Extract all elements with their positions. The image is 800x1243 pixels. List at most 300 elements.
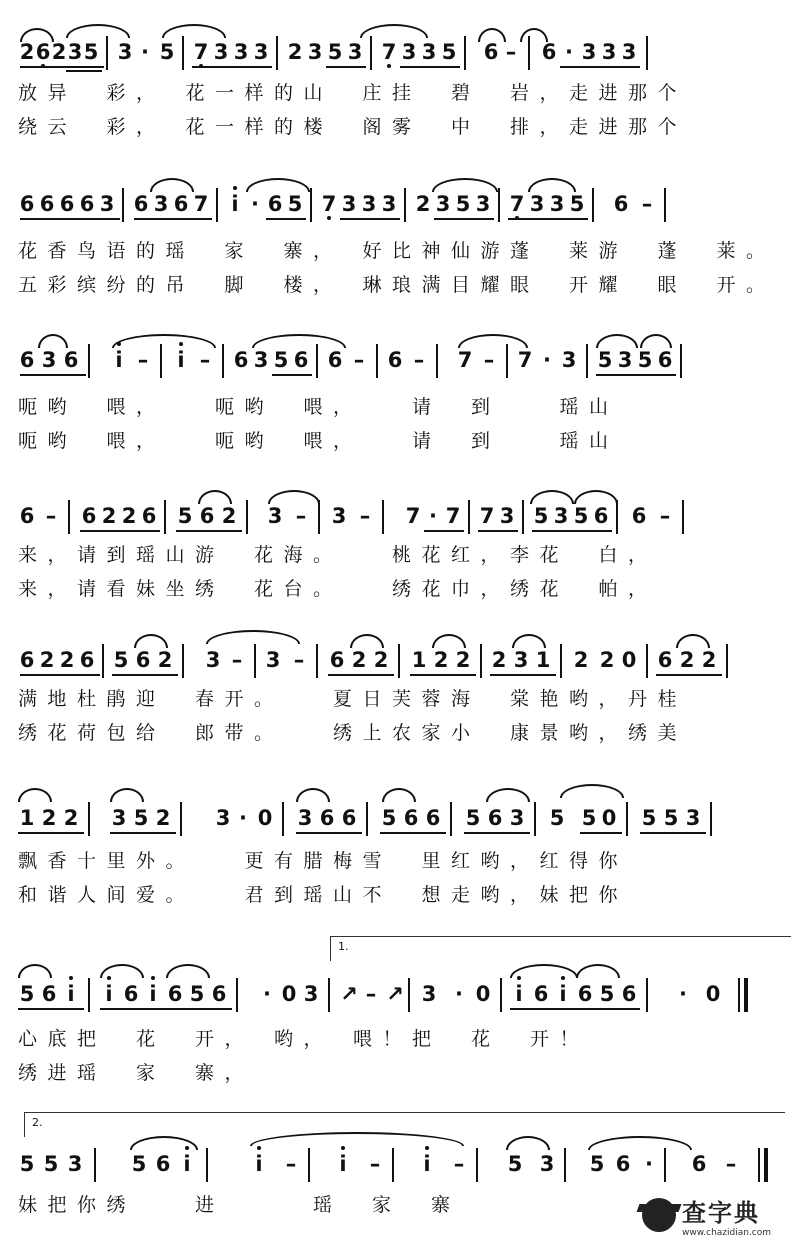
note: 1 bbox=[411, 648, 427, 672]
note: 6 bbox=[141, 504, 157, 528]
lyric-verse-2: 和谐人间爱。 君到瑶山不 想走哟，妹把你 bbox=[18, 884, 629, 906]
barline bbox=[534, 802, 536, 836]
underline-beam bbox=[510, 1008, 640, 1010]
note: 0 bbox=[257, 806, 273, 830]
slur-mark bbox=[66, 24, 130, 38]
octave-dot bbox=[107, 976, 111, 980]
barline bbox=[318, 500, 320, 534]
notes-row bbox=[0, 34, 800, 74]
barline bbox=[436, 344, 438, 378]
barline bbox=[246, 500, 248, 534]
barline bbox=[560, 644, 562, 678]
note: 5 bbox=[273, 348, 289, 372]
note: 2 bbox=[51, 40, 67, 64]
underline-beam bbox=[380, 832, 446, 834]
note: 7 bbox=[381, 40, 397, 64]
barline bbox=[88, 344, 90, 378]
site-watermark bbox=[642, 1191, 792, 1239]
lyric-verse-2: 来，请看妹坐绣 花台。 绣花巾，绣花 帕， bbox=[18, 578, 658, 600]
barline bbox=[328, 978, 330, 1012]
note: 2 bbox=[155, 806, 171, 830]
note: 6 bbox=[327, 348, 343, 372]
barline bbox=[450, 802, 452, 836]
note: i bbox=[105, 982, 113, 1006]
note: 3 bbox=[331, 504, 347, 528]
underline-beam bbox=[508, 218, 588, 220]
note: 2 bbox=[221, 504, 237, 528]
note: 2 bbox=[59, 648, 75, 672]
underline-beam bbox=[560, 66, 640, 68]
slur-mark bbox=[134, 634, 168, 648]
note: 3 bbox=[41, 348, 57, 372]
repeat-barline bbox=[738, 978, 740, 1012]
note: 3 bbox=[297, 806, 313, 830]
note: 5 bbox=[573, 504, 589, 528]
note: 6 bbox=[329, 648, 345, 672]
note: 6 bbox=[35, 40, 51, 64]
note: 5 bbox=[19, 982, 35, 1006]
notes-row bbox=[0, 800, 800, 840]
note: 1 bbox=[19, 806, 35, 830]
watermark-text bbox=[682, 1193, 771, 1238]
note: ↗ bbox=[340, 982, 358, 1006]
note: i bbox=[67, 982, 75, 1006]
note: 7 bbox=[193, 40, 209, 64]
note: 6 bbox=[541, 40, 557, 64]
note: – bbox=[483, 348, 495, 372]
note: i bbox=[149, 982, 157, 1006]
watermark-url: www.chazidian.com bbox=[682, 1227, 772, 1238]
octave-dot bbox=[561, 976, 565, 980]
underline-beam bbox=[272, 374, 312, 376]
note: 6 bbox=[533, 982, 549, 1006]
barline bbox=[498, 188, 500, 222]
underline-beam bbox=[112, 674, 178, 676]
barline bbox=[500, 978, 502, 1012]
barline bbox=[586, 344, 588, 378]
note: – bbox=[505, 40, 517, 64]
slur-mark bbox=[506, 1136, 550, 1150]
note: 5 bbox=[19, 1152, 35, 1176]
underline-beam bbox=[80, 530, 160, 532]
note: · bbox=[263, 982, 271, 1006]
barline bbox=[382, 500, 384, 534]
barline bbox=[222, 344, 224, 378]
note: · bbox=[251, 192, 259, 216]
slur-mark bbox=[296, 788, 330, 802]
note: 5 bbox=[113, 648, 129, 672]
note: 0 bbox=[281, 982, 297, 1006]
note: 5 bbox=[83, 40, 99, 64]
note: · bbox=[239, 806, 247, 830]
note: 5 bbox=[581, 806, 597, 830]
note: 3 bbox=[67, 1152, 83, 1176]
underline-beam bbox=[326, 66, 366, 68]
note: 5 bbox=[637, 348, 653, 372]
barline bbox=[476, 1148, 478, 1182]
barline bbox=[236, 978, 238, 1012]
final-barline bbox=[758, 1148, 760, 1182]
barline bbox=[106, 36, 108, 70]
barline bbox=[468, 500, 470, 534]
note: – bbox=[659, 504, 671, 528]
barline bbox=[164, 500, 166, 534]
note: 2 bbox=[433, 648, 449, 672]
octave-dot bbox=[69, 976, 73, 980]
note: 2 bbox=[287, 40, 303, 64]
slur-mark bbox=[246, 178, 310, 192]
underline-beam bbox=[296, 832, 362, 834]
note: 5 bbox=[159, 40, 175, 64]
note: 2 bbox=[41, 806, 57, 830]
note: – bbox=[369, 1152, 381, 1176]
lyric-verse-2: 五彩缤纷的吊 脚 楼， 琳琅满目耀眼 开耀 眼 开。 bbox=[18, 274, 776, 296]
barline bbox=[180, 802, 182, 836]
underline-beam bbox=[464, 832, 530, 834]
note: 7 bbox=[479, 504, 495, 528]
barline bbox=[88, 802, 90, 836]
barline bbox=[282, 802, 284, 836]
note: 7 bbox=[517, 348, 533, 372]
lyric-verse-1: 放异 彩， 花一样的山 庄挂 碧 岩，走进那个 bbox=[18, 82, 688, 104]
barline bbox=[206, 1148, 208, 1182]
slur-mark bbox=[458, 334, 528, 348]
note: i bbox=[177, 348, 185, 372]
octave-dot bbox=[179, 342, 183, 346]
note: 2 bbox=[491, 648, 507, 672]
note: – bbox=[365, 982, 377, 1006]
underline-beam bbox=[410, 674, 476, 676]
note: 2 bbox=[39, 648, 55, 672]
slur-mark bbox=[166, 964, 210, 978]
note: 2 bbox=[679, 648, 695, 672]
note: 3 bbox=[475, 192, 491, 216]
note: 6 bbox=[19, 648, 35, 672]
lyric-verse-1: 满地杜鹃迎 春开。 夏日芙蓉海 棠艳哟，丹桂 bbox=[18, 688, 688, 710]
underline-beam bbox=[110, 832, 176, 834]
slur-mark bbox=[268, 490, 320, 504]
barline bbox=[182, 644, 184, 678]
note: – bbox=[285, 1152, 297, 1176]
note: 3 bbox=[601, 40, 617, 64]
underline-beam bbox=[100, 1008, 232, 1010]
barline bbox=[680, 344, 682, 378]
barline bbox=[646, 644, 648, 678]
note: – bbox=[45, 504, 57, 528]
barline bbox=[464, 36, 466, 70]
note: 2 bbox=[101, 504, 117, 528]
slur-mark bbox=[478, 28, 506, 42]
barline bbox=[592, 188, 594, 222]
note: i bbox=[423, 1152, 431, 1176]
underline-beam bbox=[18, 832, 84, 834]
underline-beam bbox=[20, 66, 104, 68]
underline-beam bbox=[478, 530, 518, 532]
slur-mark bbox=[360, 24, 428, 38]
note: 6 bbox=[135, 648, 151, 672]
slur-mark bbox=[432, 634, 466, 648]
note: 7 bbox=[509, 192, 525, 216]
note: 3 bbox=[265, 648, 281, 672]
slur-mark bbox=[20, 28, 54, 42]
barline bbox=[102, 644, 104, 678]
underline-beam bbox=[134, 218, 212, 220]
note: 6 bbox=[425, 806, 441, 830]
note: 3 bbox=[111, 806, 127, 830]
octave-dot bbox=[387, 64, 391, 68]
note: – bbox=[641, 192, 653, 216]
note: 5 bbox=[327, 40, 343, 64]
octave-dot bbox=[117, 342, 121, 346]
slur-mark bbox=[574, 490, 618, 504]
octave-dot bbox=[41, 64, 45, 68]
notes-row bbox=[0, 186, 800, 226]
barline bbox=[404, 188, 406, 222]
underline-beam bbox=[20, 218, 120, 220]
underline-beam bbox=[424, 530, 464, 532]
slur-mark bbox=[676, 634, 710, 648]
note: 3 bbox=[421, 982, 437, 1006]
slur-mark bbox=[150, 178, 194, 192]
slur-mark bbox=[588, 1136, 692, 1150]
note: 5 bbox=[533, 504, 549, 528]
note: 5 bbox=[507, 1152, 523, 1176]
note: i bbox=[255, 1152, 263, 1176]
note: 6 bbox=[691, 1152, 707, 1176]
octave-dot bbox=[425, 1146, 429, 1150]
note: 2 bbox=[415, 192, 431, 216]
note: 6 bbox=[79, 648, 95, 672]
slur-mark bbox=[206, 630, 300, 644]
note: · bbox=[679, 982, 687, 1006]
slur-mark bbox=[162, 24, 226, 38]
barline bbox=[392, 1148, 394, 1182]
note: 6 bbox=[403, 806, 419, 830]
note: – bbox=[199, 348, 211, 372]
slur-mark bbox=[512, 634, 546, 648]
underline-beam bbox=[596, 374, 676, 376]
barline bbox=[398, 644, 400, 678]
note: 7 bbox=[321, 192, 337, 216]
note: 3 bbox=[401, 40, 417, 64]
octave-dot bbox=[185, 1146, 189, 1150]
note: 6 bbox=[133, 192, 149, 216]
slur-mark bbox=[640, 334, 672, 348]
note: 6 bbox=[155, 1152, 171, 1176]
lyric-verse-1: 来，请到瑶山游 花海。 桃花红，李花 白， bbox=[18, 544, 658, 566]
graduation-cap-icon bbox=[642, 1198, 676, 1232]
note: 6 bbox=[593, 504, 609, 528]
barline bbox=[308, 1148, 310, 1182]
note: 3 bbox=[253, 348, 269, 372]
note: 2 bbox=[351, 648, 367, 672]
note: 7 bbox=[457, 348, 473, 372]
note: 6 bbox=[211, 982, 227, 1006]
first-ending-number: 1. bbox=[338, 940, 349, 953]
slur-mark bbox=[486, 788, 530, 802]
note: · bbox=[455, 982, 463, 1006]
barline bbox=[710, 802, 712, 836]
underline-beam bbox=[266, 218, 306, 220]
note: 3 bbox=[509, 806, 525, 830]
note: 7 bbox=[405, 504, 421, 528]
barline bbox=[316, 344, 318, 378]
note: 3 bbox=[233, 40, 249, 64]
note: 5 bbox=[663, 806, 679, 830]
note: 3 bbox=[117, 40, 133, 64]
slur-mark bbox=[530, 490, 574, 504]
note: 6 bbox=[615, 1152, 631, 1176]
note: 5 bbox=[455, 192, 471, 216]
note: 0 bbox=[705, 982, 721, 1006]
octave-dot bbox=[199, 64, 203, 68]
barline bbox=[664, 188, 666, 222]
note: 3 bbox=[213, 40, 229, 64]
note: 3 bbox=[303, 982, 319, 1006]
note: 3 bbox=[421, 40, 437, 64]
slur-mark bbox=[576, 964, 620, 978]
lyric-verse-2: 呃哟 喂， 呃哟 喂， 请 到 瑶山 bbox=[18, 430, 619, 452]
note: 6 bbox=[657, 348, 673, 372]
note: i bbox=[115, 348, 123, 372]
lyric-verse-1: 花香鸟语的瑶 家 寨， 好比神仙游蓬 莱游 蓬 莱。 bbox=[18, 240, 776, 262]
note: 2 bbox=[157, 648, 173, 672]
note: 3 bbox=[581, 40, 597, 64]
note: 6 bbox=[63, 348, 79, 372]
note: 3 bbox=[267, 504, 283, 528]
note: – bbox=[359, 504, 371, 528]
note: 5 bbox=[189, 982, 205, 1006]
note: 3 bbox=[529, 192, 545, 216]
note: – bbox=[725, 1152, 737, 1176]
note: ↗ bbox=[386, 982, 404, 1006]
note: 6 bbox=[631, 504, 647, 528]
barline bbox=[160, 344, 162, 378]
barline bbox=[480, 644, 482, 678]
note: – bbox=[453, 1152, 465, 1176]
note: 3 bbox=[67, 40, 83, 64]
first-ending-bracket bbox=[330, 936, 791, 961]
barline bbox=[506, 344, 508, 378]
note: 6 bbox=[19, 504, 35, 528]
note: 2 bbox=[63, 806, 79, 830]
note: 0 bbox=[601, 806, 617, 830]
octave-dot bbox=[517, 976, 521, 980]
note: 5 bbox=[441, 40, 457, 64]
note: 7 bbox=[193, 192, 209, 216]
note: 0 bbox=[621, 648, 637, 672]
barline bbox=[682, 500, 684, 534]
note: 3 bbox=[253, 40, 269, 64]
slur-mark bbox=[596, 334, 638, 348]
note: 6 bbox=[613, 192, 629, 216]
note: – bbox=[413, 348, 425, 372]
note: 6 bbox=[293, 348, 309, 372]
note: 3 bbox=[205, 648, 221, 672]
note: 6 bbox=[199, 504, 215, 528]
note: i bbox=[339, 1152, 347, 1176]
underline-beam bbox=[192, 66, 272, 68]
note: 6 bbox=[167, 982, 183, 1006]
note: 3 bbox=[153, 192, 169, 216]
note: 6 bbox=[81, 504, 97, 528]
slur-mark bbox=[18, 788, 52, 802]
underline-beam bbox=[580, 832, 622, 834]
note: 6 bbox=[487, 806, 503, 830]
octave-dot bbox=[515, 216, 519, 220]
note: 6 bbox=[577, 982, 593, 1006]
barline bbox=[376, 344, 378, 378]
note: – bbox=[231, 648, 243, 672]
note: 2 bbox=[573, 648, 589, 672]
octave-dot bbox=[257, 1146, 261, 1150]
watermark-title: 查字典 bbox=[682, 1198, 760, 1227]
note: 5 bbox=[177, 504, 193, 528]
note: · bbox=[543, 348, 551, 372]
note: – bbox=[293, 648, 305, 672]
note: 2 bbox=[121, 504, 137, 528]
octave-dot bbox=[327, 216, 331, 220]
slur-mark bbox=[382, 788, 416, 802]
note: 6 bbox=[483, 40, 499, 64]
note: 6 bbox=[173, 192, 189, 216]
note: 6 bbox=[79, 192, 95, 216]
underline-beam bbox=[656, 674, 722, 676]
note: 5 bbox=[287, 192, 303, 216]
note: 2 bbox=[373, 648, 389, 672]
note: 2 bbox=[455, 648, 471, 672]
note: 3 bbox=[685, 806, 701, 830]
note: 5 bbox=[43, 1152, 59, 1176]
barline bbox=[626, 802, 628, 836]
note: 1 bbox=[535, 648, 551, 672]
note: 6 bbox=[387, 348, 403, 372]
note: 3 bbox=[361, 192, 377, 216]
underline-beam bbox=[176, 530, 242, 532]
note: i bbox=[231, 192, 239, 216]
note: 6 bbox=[233, 348, 249, 372]
barline bbox=[616, 500, 618, 534]
slur-mark bbox=[350, 634, 384, 648]
slur-mark bbox=[38, 334, 68, 348]
note: – bbox=[353, 348, 365, 372]
note: 0 bbox=[475, 982, 491, 1006]
note: 6 bbox=[19, 348, 35, 372]
note: 6 bbox=[41, 982, 57, 1006]
note: – bbox=[137, 348, 149, 372]
lyric-verse-1: 飘香十里外。 更有腊梅雪 里红哟，红得你 bbox=[18, 850, 629, 872]
note: 3 bbox=[381, 192, 397, 216]
note: 5 bbox=[133, 806, 149, 830]
note: 6 bbox=[621, 982, 637, 1006]
barline bbox=[370, 36, 372, 70]
lyric-verse-2: 绣花荷包给 郎带。 绣上农家小 康景哟，绣美 bbox=[18, 722, 688, 744]
barline bbox=[68, 500, 70, 534]
barline bbox=[408, 978, 410, 1012]
note: 6 bbox=[59, 192, 75, 216]
note: 5 bbox=[569, 192, 585, 216]
note: 6 bbox=[341, 806, 357, 830]
note: – bbox=[295, 504, 307, 528]
slur-mark bbox=[198, 490, 232, 504]
note: 3 bbox=[499, 504, 515, 528]
note: · bbox=[141, 40, 149, 64]
note: 3 bbox=[549, 192, 565, 216]
barline bbox=[664, 1148, 666, 1182]
barline bbox=[88, 978, 90, 1012]
note: 3 bbox=[347, 40, 363, 64]
underline-beam bbox=[490, 674, 556, 676]
